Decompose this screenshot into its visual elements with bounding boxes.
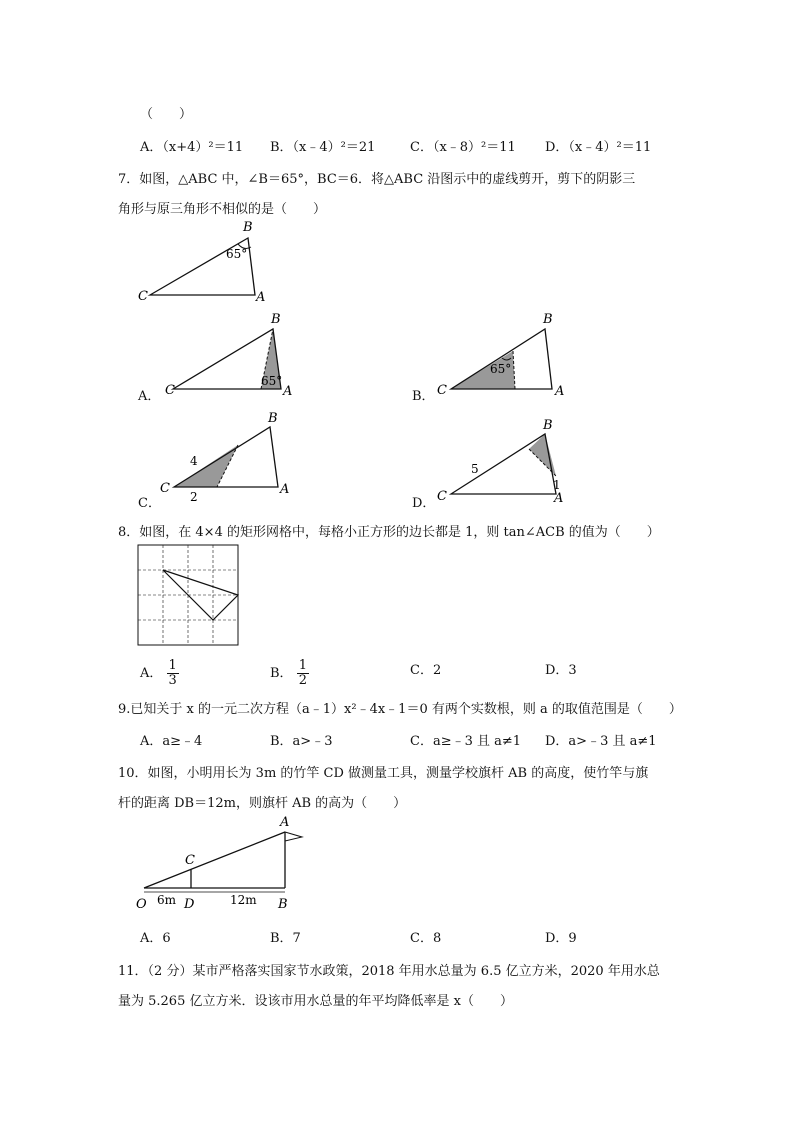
q9-question-line: 9.已知关于 x 的一元二次方程（a﹣1）x²﹣4x﹣1＝0 有两个实数根，则 a 的取值范围是（ ） [118,702,682,717]
q9-option-c: C．a≥﹣3 且 a≠1 [410,734,522,749]
q7-question-line2: 角形与原三角形不相似的是（ ） [118,202,327,217]
q9-option-a: A．a≥﹣4 [140,734,203,749]
q7-option-a-label: A． [138,389,161,404]
q6-option-b: B．（x﹣4）²＝21 [270,140,376,155]
svg-text:B: B [543,312,553,327]
svg-text:A: A [555,384,565,399]
svg-text:A: A [280,815,290,830]
svg-text:O: O [136,897,147,912]
svg-text:A: A [280,482,290,497]
q8-grid-figure [138,545,263,655]
svg-text:C: C [185,853,195,868]
q6-option-d: D．（x﹣4）²＝11 [545,140,652,155]
q10-option-c: C．8 [410,931,442,946]
q8-option-b: B． $\frac{1}{2}$ [270,658,307,688]
q10-flagpole-figure [130,812,320,917]
svg-text:B: B [543,418,553,433]
q7-option-a-figure [165,312,305,402]
svg-text:4: 4 [190,454,198,468]
q7-question-line1: 7．如图，△ABC 中，∠B＝65°，BC＝6．将△ABC 沿图示中的虚线剪开，剪下的阴影三 [118,172,636,187]
q10-option-a: A．6 [140,931,171,946]
q9-option-d: D．a>﹣3 且 a≠1 [545,734,657,749]
q7-option-b-label: B． [412,389,435,404]
q10-question-line2: 杆的距离 DB＝12m，则旗杆 AB 的高为（ ） [118,796,407,811]
svg-text:C: C [437,489,447,504]
q8-option-d: D．3 [545,663,577,678]
svg-text:C: C [138,289,148,304]
svg-text:D: D [184,897,195,912]
svg-text:65°: 65° [261,374,283,388]
svg-text:B: B [271,312,281,327]
svg-text:A: A [554,491,564,506]
q11-question-line1: 11．（2 分）某市严格落实国家节水政策，2018 年用水总量为 6.5 亿立方米，2020 年用水总 [118,964,660,979]
q6-option-c: C．（x﹣8）²＝11 [410,140,516,155]
svg-text:5: 5 [471,462,479,476]
svg-text:A: A [256,290,266,305]
q8-question-line: 8．如图，在 4×4 的矩形网格中，每格小正方形的边长都是 1，则 tan∠ACB 的值为（ ） [118,525,660,540]
q7-main-triangle-figure [130,215,280,310]
q10-option-d: D．9 [545,931,577,946]
q7-option-c-label: C． [138,496,161,511]
svg-text:65°: 65° [490,362,512,376]
q7-option-d-label: D． [412,496,436,511]
q9-option-b: B．a>﹣3 [270,734,333,749]
svg-text:12m: 12m [230,893,257,907]
q10-option-b: B．7 [270,931,301,946]
q7-option-d-figure [435,413,575,506]
svg-text:A: A [283,384,293,399]
svg-text:65°: 65° [226,247,248,261]
svg-text:C: C [437,383,447,398]
svg-text:B: B [268,411,278,426]
svg-text:6m: 6m [157,893,177,907]
svg-text:C: C [160,481,170,496]
q8-option-a: A． $\frac{1}{3}$ [140,658,177,688]
svg-text:B: B [243,220,253,235]
q7-option-c-figure [160,413,300,503]
q11-question-line2: 量为 5.265 亿立方米．设该市用水总量的年平均降低率是 x（ ） [118,994,513,1009]
answer-paren: （ ） [140,107,193,122]
q10-question-line1: 10．如图，小明用长为 3m 的竹竿 CD 做测量工具，测量学校旗杆 AB 的高度，使竹竿与旗 [118,766,649,781]
svg-text:B: B [278,897,288,912]
svg-text:1: 1 [553,478,561,492]
q7-option-b-figure [435,312,575,402]
q6-option-a: A．（x+4）²＝11 [140,140,244,155]
svg-text:C: C [165,383,175,398]
svg-text:2: 2 [190,490,198,504]
q8-option-c: C．2 [410,663,442,678]
